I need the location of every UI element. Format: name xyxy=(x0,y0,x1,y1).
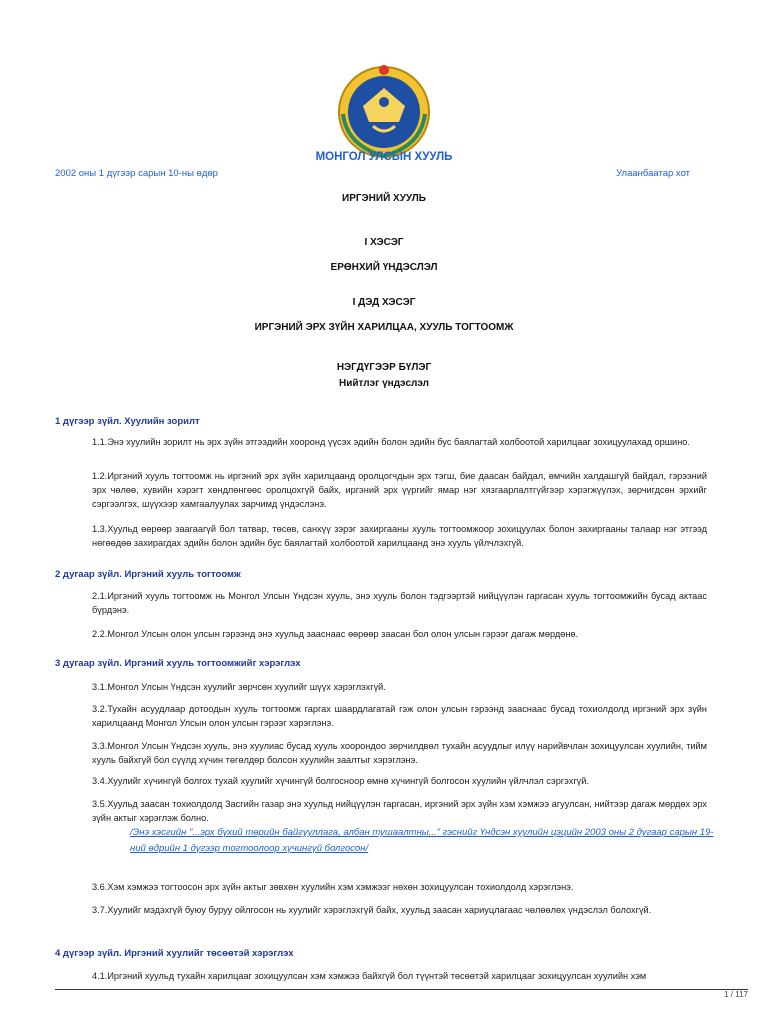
paragraph-3-1: 3.1.Монгол Улсын Үндсэн хуулийг зөрчсөн хуулийг шүүх хэрэглэхгүй. xyxy=(92,682,386,692)
chapter-title-heading: Нийтлэг үндэслэл xyxy=(339,378,429,389)
paragraph-1-2: 1.2.Иргэний хууль тогтоомж нь иргэний эрх зүйн харилцаанд оролцогчдын эрх тэгш, бие даасан байдал, өмчийн халдашгүй байдал, гэрээний эрх чөлөө, хувийн хэрэгт хөндлөнгөөс оролцохгүй байх, иргэний эрх үүргийг ямар нэг хязгаарлалтгүйгээр хэрэгжүүлэх, зөрчигдсөн эрхийг сэргээлгэх, шүүхээр хамгаалуулах зарчимд үндэслэнэ. xyxy=(92,471,707,509)
paragraph-3-7: 3.7.Хуулийг мэдэхгүй буюу буруу ойлгосон нь хуулийг хэрэглэхгүй байх, хуульд заасан хариуцлагаас чөлөөлөх үндэслэл болохгүй. xyxy=(92,905,652,915)
amendment-note-link[interactable]: /Энэ хэсгийн "...эрх бүхий төрийн байгууллага, албан тушаалтны..." гэснийг Үндсэн хуулийн цэцийн 2003 оны 2 дугаар сарын 19-ний өдрийн 1 дүгээр тогтоолоор хүчингүй болгосон/ xyxy=(130,827,714,854)
chapter-heading: НЭГДҮГЭЭР БҮЛЭГ xyxy=(336,362,432,373)
paragraph-1-1: 1.1.Энэ хуулийн зорилт нь эрх зүйн этгээдийн хооронд үүсэх эдийн болон эдийн бус баялагтай холбоотой харилцааг зохицуулахад оршино. xyxy=(92,437,690,447)
paragraph-3-4: 3.4.Хуулийг хүчингүй болгох тухай хуулийг хүчингүй болгосноор өмнө хүчингүй болгосон хуулийн үйлчлэл сэргэхгүй. xyxy=(92,776,589,786)
paragraph-1-3: 1.3.Хуульд өөрөөр заагаагүй бол татвар, төсөв, санхүү зэрэг захиргааны хууль тогтоомжоор зохицуулах болон захиргааны талаар нэг этгээд нөгөөдөө захирагдах эдийн болон эдийн бус баялагтай холбоотой харилцаанд энэ хууль үйлчлэхгүй. xyxy=(92,524,707,548)
law-name-heading: ИРГЭНИЙ ХУУЛЬ xyxy=(342,193,426,204)
law-city: Улаанбаатар хот xyxy=(616,168,690,179)
paragraph-4-1: 4.1.Иргэний хуульд тухайн харилцааг зохицуулсан хэм хэмжээ байхгүй бол түүнтэй төсөөтэй харилцааг зохицуулсан хуулийн хэм xyxy=(92,971,647,981)
article-1-title: 1 дүгээр зүйл. Хуулийн зорилт xyxy=(55,416,200,427)
footer-divider xyxy=(55,989,748,990)
article-3-title: 3 дугаар зүйл. Иргэний хууль тогтоомжийг хэрэглэх xyxy=(55,658,301,669)
law-title: МОНГОЛ УЛСЫН ХУУЛЬ xyxy=(315,151,453,163)
paragraph-2-2: 2.2.Монгол Улсын олон улсын гэрээнд энэ хуульд зааснаас өөрөөр заасан бол олон улсын гэрээг дагаж мөрдөнө. xyxy=(92,629,579,639)
law-date: 2002 оны 1 дүгээр сарын 10-ны өдөр xyxy=(55,168,218,179)
subpart-title-heading: ИРГЭНИЙ ЭРХ ЗҮЙН ХАРИЛЦАА, ХУУЛЬ ТОГТООМЖ xyxy=(254,322,514,333)
page-number: 1 / 117 xyxy=(724,990,748,999)
paragraph-3-3: 3.3.Монгол Улсын Үндсэн хууль, энэ хуулиас бусад хууль хоорондоо зөрчилдвөл тухайн асуудлыг илүү нарийвчлан зохицуулсан хуулийн, тийм хууль байхгүй бол сүүлд хүчин төгөлдөр болсон хуулийн заалтыг хэрэглэнэ. xyxy=(92,741,707,765)
article-4-title: 4 дүгээр зүйл. Иргэний хуулийг төсөөтэй хэрэглэх xyxy=(55,948,294,959)
subpart-heading: I ДЭД ХЭСЭГ xyxy=(352,297,416,308)
part-heading: I ХЭСЭГ xyxy=(364,237,404,248)
paragraph-2-1: 2.1.Иргэний хууль тогтоомж нь Монгол Улсын Үндсэн хууль, энэ хууль болон тэдгээртэй нийцүүлэн гаргасан хууль тогтоомжийн бусад актаас бүрдэнэ. xyxy=(92,591,707,615)
article-2-title: 2 дугаар зүйл. Иргэний хууль тогтоомж xyxy=(55,569,241,580)
paragraph-3-2: 3.2.Тухайн асуудлаар дотоодын хууль тогтоомж гаргах шаардлагатай гэж олон улсын гэрээнд зааснаас бусад тохиолдолд иргэний эрх зүйн харилцаанд Монгол Улсын олон улсын гэрээг хэрэглэнэ. xyxy=(92,704,707,728)
paragraph-3-6: 3.6.Хэм хэмжээ тогтоосон эрх зүйн актыг зөвхөн хуулийн хэм хэмжээг нөхөн зохицуулсан тохиолдолд хэрэглэнэ. xyxy=(92,882,574,892)
state-emblem-icon xyxy=(333,62,435,162)
paragraph-3-5: 3.5.Хуульд заасан тохиолдолд Засгийн газар энэ хуульд нийцүүлэн гаргасан, иргэний эрх зүйн хэм хэмжээ агуулсан, нийтээр дагаж мөрдөх эрх зүйн актыг хэрэглэж болно. xyxy=(92,799,707,823)
part-title-heading: ЕРӨНХИЙ ҮНДЭСЛЭЛ xyxy=(330,262,438,273)
